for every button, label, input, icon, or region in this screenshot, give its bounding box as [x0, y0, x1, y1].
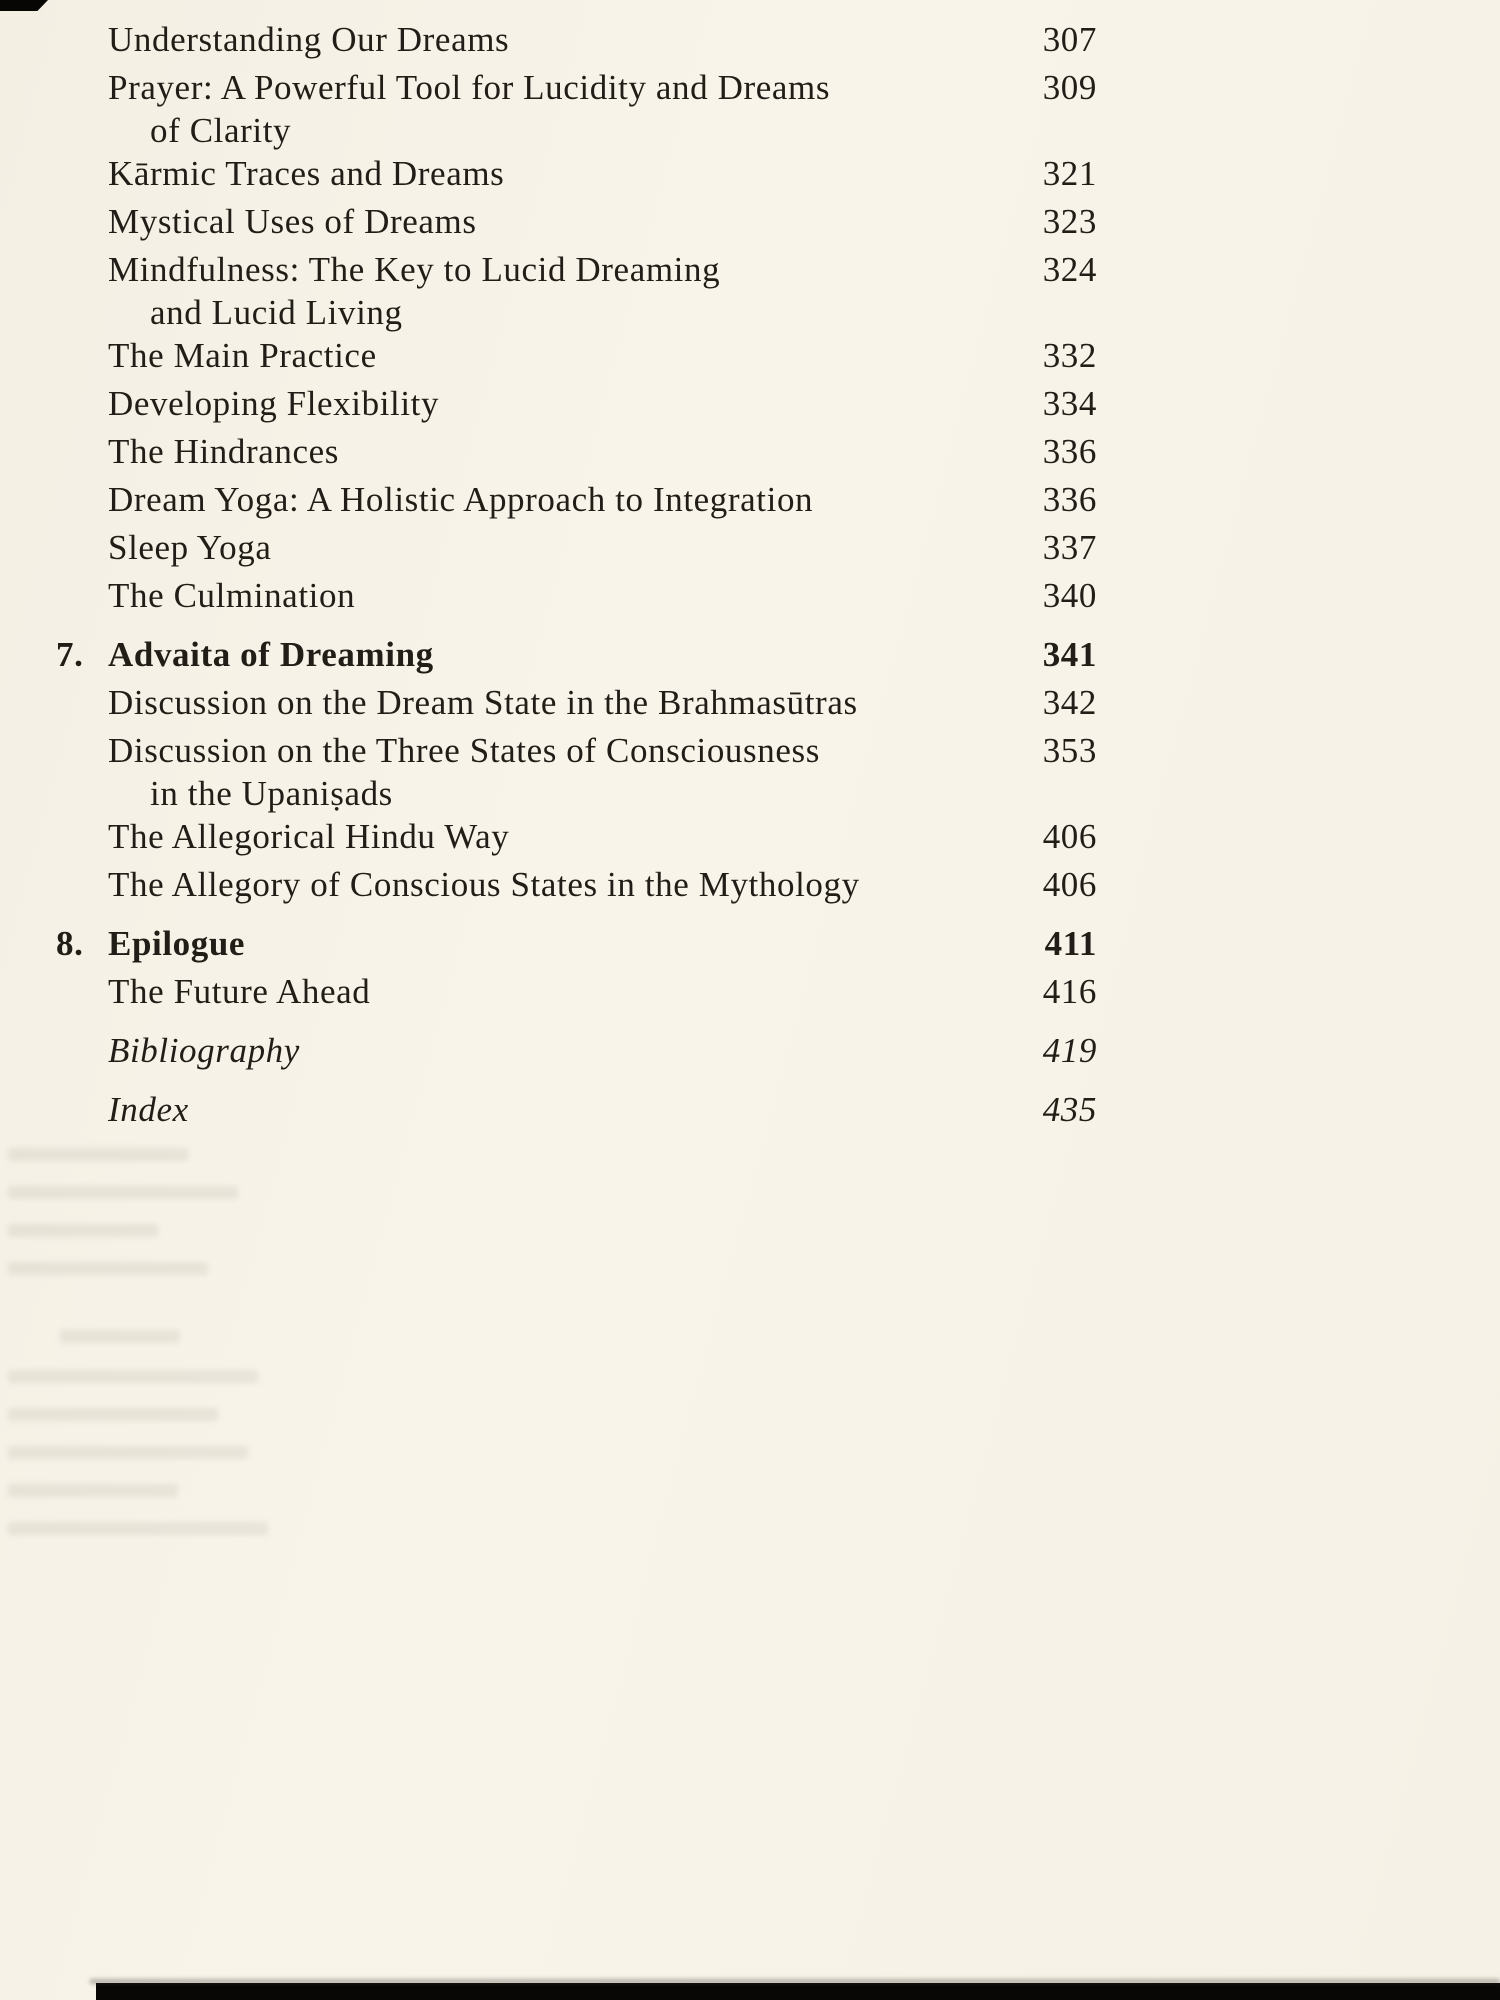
- toc-page-number: 435: [1042, 1090, 1097, 1129]
- toc-entry-title: [108, 198, 1500, 246]
- toc-entry-title-line: Mindfulness: The Key to Lucid Dreaming: [108, 250, 721, 289]
- toc-page-number: 336: [1042, 480, 1097, 519]
- toc-entry-title-line: Epilogue: [108, 924, 246, 963]
- toc-entry-row: [0, 861, 1500, 909]
- toc-entry-title: [108, 968, 1500, 1016]
- toc-entry-row: [0, 727, 1500, 813]
- toc-entry-row: [0, 64, 1500, 150]
- toc-entry-title: [108, 920, 1500, 968]
- toc-entry-row: [0, 524, 1500, 572]
- toc-entry-row: [0, 476, 1500, 524]
- toc-entry-title: [108, 1027, 1500, 1075]
- toc-entry-row: [0, 813, 1500, 861]
- toc-entry-row: [0, 428, 1500, 476]
- toc-page-number: 324: [1042, 250, 1097, 289]
- toc-page-number: 323: [1042, 202, 1097, 241]
- toc-page-number: 307: [1042, 20, 1097, 59]
- toc-entry-title: [108, 380, 1500, 428]
- toc-entry-title: [108, 64, 1500, 150]
- scan-artifact-bottom-bar: [96, 1983, 1500, 2000]
- toc-entry-title: [108, 679, 1500, 727]
- toc-entry-title: [108, 476, 1500, 524]
- toc-entry-row: [0, 1086, 1500, 1134]
- toc-entry-title-continuation: of Clarity: [150, 111, 292, 150]
- toc-page-number: 336: [1042, 432, 1097, 471]
- toc-page-number: 406: [1042, 865, 1097, 904]
- toc-entry-title-line: Index: [108, 1090, 189, 1129]
- toc-chapter-row: [0, 631, 1500, 679]
- toc-page-number: 411: [1044, 924, 1097, 963]
- toc-entry-row: [0, 572, 1500, 620]
- toc-page-number: 334: [1042, 384, 1097, 423]
- toc-entry-title-line: Mystical Uses of Dreams: [108, 202, 477, 241]
- toc-page-number: 341: [1042, 635, 1097, 674]
- toc-entry-title-line: The Hindrances: [108, 432, 339, 471]
- toc-entry-row: [0, 150, 1500, 198]
- toc-entry-title-line: Understanding Our Dreams: [108, 20, 510, 59]
- toc-page-number: 309: [1042, 68, 1097, 107]
- toc-entry-title-line: Advaita of Dreaming: [108, 635, 434, 674]
- toc-entry-title-line: The Allegorical Hindu Way: [108, 817, 510, 856]
- scan-artifact-top-left: [0, 0, 48, 11]
- toc-page-number: 337: [1042, 528, 1097, 567]
- toc-entry-title: [108, 332, 1500, 380]
- toc-page-number: 340: [1042, 576, 1097, 615]
- toc-entry-row: [0, 968, 1500, 1016]
- toc-entry-title-line: Sleep Yoga: [108, 528, 272, 567]
- toc-entry-title: [108, 150, 1500, 198]
- toc-entry-title-line: Discussion on the Dream State in the Brahmasūtras: [108, 683, 858, 722]
- toc-page-number: 342: [1042, 683, 1097, 722]
- toc-entry-row: [0, 679, 1500, 727]
- toc-page-number: 416: [1042, 972, 1097, 1011]
- toc-entry-title: [108, 572, 1500, 620]
- toc-entry-title: [108, 1086, 1500, 1134]
- toc-entry-title-line: The Culmination: [108, 576, 356, 615]
- toc-entry-title-line: Bibliography: [108, 1031, 300, 1070]
- toc-page-number: 406: [1042, 817, 1097, 856]
- toc-entry-title-line: Discussion on the Three States of Consciousness: [108, 731, 820, 770]
- toc-entry-title: [108, 861, 1500, 909]
- toc-entry-title-line: Dream Yoga: A Holistic Approach to Integration: [108, 480, 814, 519]
- toc-entry-title-continuation: and Lucid Living: [150, 293, 403, 332]
- toc-entry-title: [108, 631, 1500, 679]
- toc-entry-title: [108, 246, 1500, 332]
- toc-entry-title-line: The Allegory of Conscious States in the Mythology: [108, 865, 860, 904]
- toc-entry-row: [0, 332, 1500, 380]
- toc-entry-row: [0, 1027, 1500, 1075]
- toc-chapter-row: [0, 920, 1500, 968]
- toc-entry-title-line: Developing Flexibility: [108, 384, 440, 423]
- toc-entry-title-line: The Main Practice: [108, 336, 377, 375]
- toc-entry-title: [108, 428, 1500, 476]
- toc-entry-title: [108, 727, 1500, 813]
- toc-chapter-number: 8.: [56, 924, 84, 963]
- table-of-contents: [0, 16, 1500, 1134]
- toc-chapter-number: 7.: [56, 635, 84, 674]
- toc-entry-title-line: The Future Ahead: [108, 972, 371, 1011]
- toc-entry-title-line: Prayer: A Powerful Tool for Lucidity and Dreams: [108, 68, 831, 107]
- toc-entry-title-continuation: in the Upaniṣads: [150, 774, 393, 813]
- toc-entry-row: [0, 380, 1500, 428]
- toc-page-number: 321: [1042, 154, 1097, 193]
- toc-entry-title: [108, 813, 1500, 861]
- toc-page-number: 332: [1042, 336, 1097, 375]
- toc-entry-title: [108, 524, 1500, 572]
- toc-entry-row: [0, 246, 1500, 332]
- toc-page-number: 419: [1042, 1031, 1097, 1070]
- toc-entry-title: [108, 16, 1500, 64]
- toc-page-number: 353: [1042, 731, 1097, 770]
- toc-entry-row: [0, 16, 1500, 64]
- toc-entry-row: [0, 198, 1500, 246]
- toc-entry-title-line: Kārmic Traces and Dreams: [108, 154, 505, 193]
